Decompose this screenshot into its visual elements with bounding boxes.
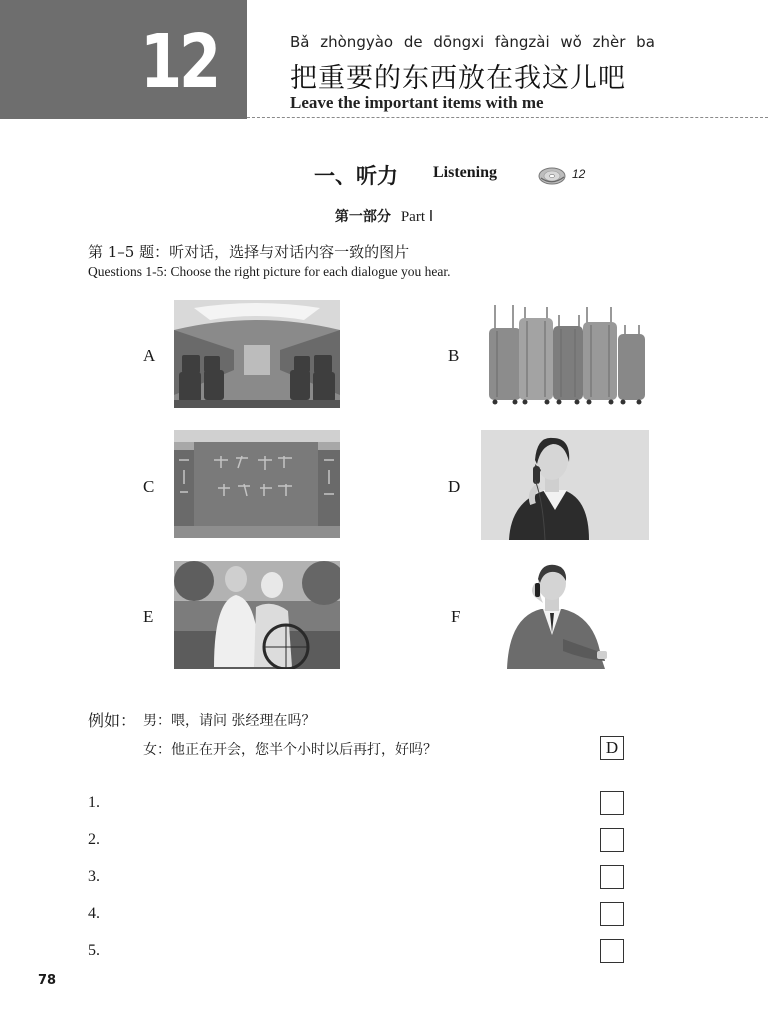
answer-box-1[interactable] (600, 791, 624, 815)
title-pinyin: Bǎ zhòngyào de dōngxi fàngzài wǒ zhèr ba (290, 33, 655, 51)
question-number-4: 4. (88, 905, 100, 922)
option-letter-c: C (143, 477, 155, 496)
part-label (0, 206, 768, 226)
answer-box-2[interactable] (600, 828, 624, 852)
instructions-english: Questions 1-5: Choose the right picture for each dialogue you hear. (88, 264, 451, 279)
option-letter-d: D (448, 477, 461, 496)
lesson-number: 12 (140, 19, 218, 105)
picture-woman-on-phone (481, 430, 649, 540)
picture-man-on-phone (505, 561, 613, 669)
picture-calligraphy-board (174, 430, 340, 538)
lesson-title-english: Leave the important items with me (290, 93, 544, 112)
option-letter-f: F (451, 607, 461, 626)
instructions-chinese: 第 1–5 题：听对话，选择与对话内容一致的图片 (88, 243, 410, 261)
question-number-5: 5. (88, 942, 100, 959)
header-dashed-rule (247, 117, 768, 118)
example-answer-box: D (600, 736, 624, 760)
picture-airplane-cabin (174, 300, 340, 408)
part-label-english: Part Ⅰ (400, 209, 434, 225)
page-number: 78 (38, 973, 57, 988)
option-letter-e: E (143, 607, 154, 626)
question-number-1: 1. (88, 794, 100, 811)
lesson-title-chinese: 把重要的东西放在我这儿吧 (290, 63, 626, 94)
picture-women-wheelchair (174, 561, 340, 669)
option-letter-b: B (448, 346, 460, 365)
question-number-2: 2. (88, 831, 100, 848)
example-dialogue-female: 女：他正在开会，您半个小时以后再打，好吗？ (143, 742, 437, 758)
question-number-3: 3. (88, 868, 100, 885)
answer-box-3[interactable] (600, 865, 624, 889)
picture-suitcases (487, 303, 647, 405)
section-title: 一、听力 (314, 164, 398, 188)
audio-cd-icon[interactable] (538, 164, 568, 186)
answer-box-4[interactable] (600, 902, 624, 926)
option-letter-a: A (143, 346, 156, 365)
answer-box-5[interactable] (600, 939, 624, 963)
section-title-english: Listening (433, 164, 498, 181)
part-label-chinese: 第一部分 (334, 209, 391, 225)
header-rule-solid (0, 117, 247, 119)
audio-track-number: 12 (572, 167, 586, 181)
example-label: 例如： (88, 711, 137, 730)
example-dialogue-male: 男：喂，请问 张经理在吗？ (143, 713, 316, 729)
